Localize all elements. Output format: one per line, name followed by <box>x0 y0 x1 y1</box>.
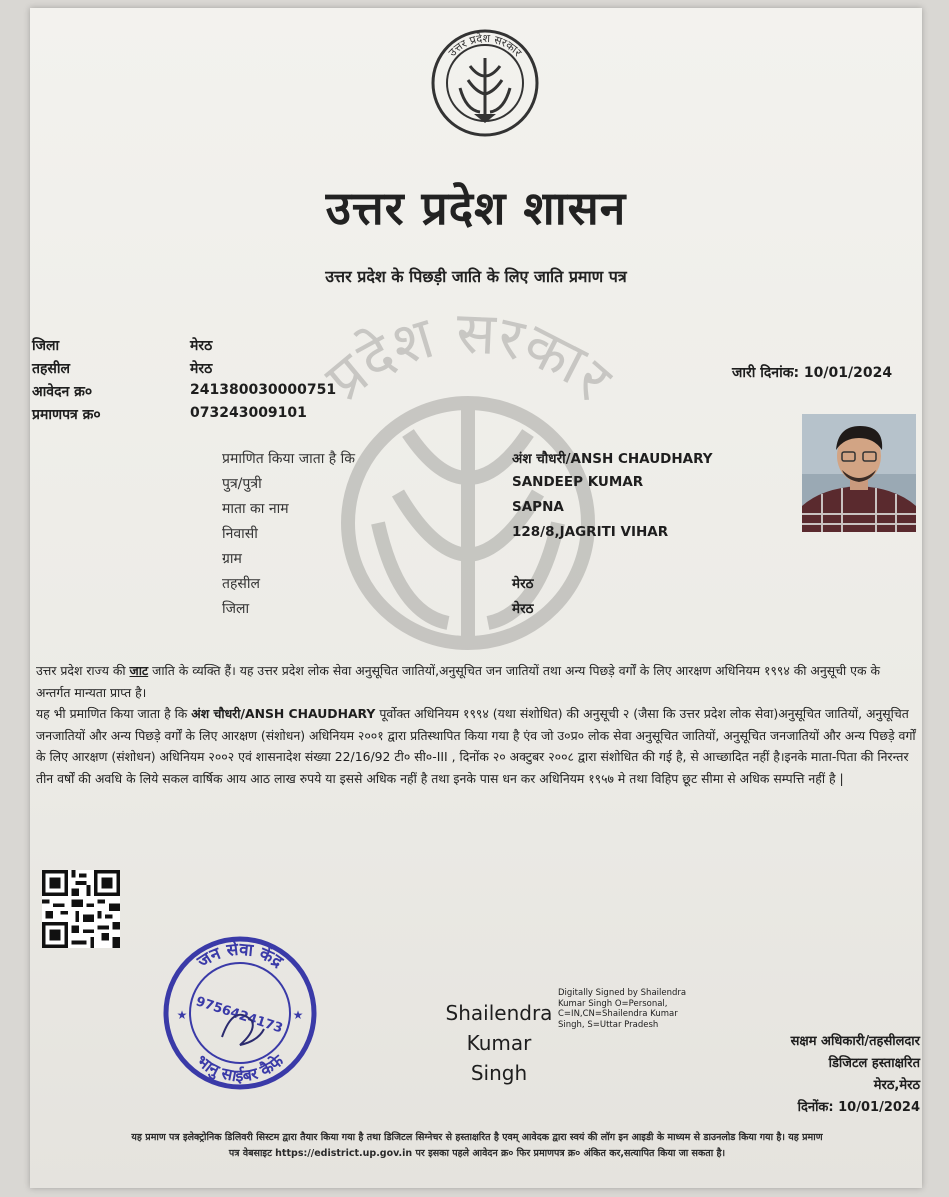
person-tehsil-label: तहसील <box>222 576 260 592</box>
village-label: ग्राम <box>222 551 242 567</box>
officer-digital-signed: डिजिटल हस्ताक्षरित <box>828 1056 920 1071</box>
officer-date: दिनोंक: 10/01/2024 <box>797 1100 920 1115</box>
csc-stamp-icon <box>160 933 320 1093</box>
officer-designation: सक्षम अधिकारी/तहसीलदार <box>790 1034 920 1049</box>
body-p1-start: उत्तर प्रदेश राज्य की <box>36 663 126 678</box>
parent-name: SANDEEP KUMAR <box>512 474 644 490</box>
caste-name: जाट <box>129 663 149 678</box>
svg-text:★: ★ <box>292 1008 304 1022</box>
digital-signature-meta: Digitally Signed by Shailendra Kumar Singh O=Personal, C=IN,CN=Shailendra Kumar Singh, S=Uttar Pradesh <box>558 988 687 1030</box>
parent-label: पुत्र/पुत्री <box>222 476 262 492</box>
body-paragraph-2 <box>36 703 918 789</box>
person-tehsil-value: मेरठ <box>512 576 534 592</box>
application-number: 241380030000751 <box>190 382 337 398</box>
stamp-phone: 9756424173 <box>193 994 285 1037</box>
district-label: जिला <box>32 338 60 354</box>
footer-line-2: पत्र वेबसाइट https://edistrict.up.gov.in पर इसका पहले आवेदन क्र० फिर प्रमाणपत्र क्र० अंकित कर,सत्यापित किया जा सकता है। <box>228 1148 726 1159</box>
certificate-page <box>30 8 922 1188</box>
mother-label: माता का नाम <box>222 501 289 517</box>
mother-name: SAPNA <box>512 499 564 515</box>
certificate-label: प्रमाणपत्र क्र० <box>32 407 101 423</box>
body-paragraph-1 <box>36 660 918 703</box>
svg-text:प्रदेश सरकार: प्रदेश सरकार <box>312 298 625 414</box>
certified-label: प्रमाणित किया जाता है कि <box>222 451 356 467</box>
person-district-label: जिला <box>222 601 250 617</box>
officer-block <box>730 1031 920 1119</box>
svg-text:★: ★ <box>176 1008 188 1022</box>
footer-line-1: यह प्रमाण पत्र इलेक्ट्रोनिक डिलिवरी सिस्टम द्वारा तैयार किया गया है तथा डिजिटल सिग्नेचर से हस्ताक्षरित है एवम् आवेदक द्वारा स्वयं की लॉग इन आइडी के माध्यम से डाउनलोड किया गया है। यह प्रमाण <box>131 1132 823 1143</box>
stamp-bottom-text: भानु साईबर कैफे <box>192 1050 288 1086</box>
stamp-top-text: जन सेवा केंद्र <box>193 939 287 973</box>
issue-date: जारी दिनांक: 10/01/2024 <box>732 365 893 381</box>
body-p2-rest: पूर्वोक्त अधिनियम १९९४ (यथा संशोधित) की अनुसूची २ (जैसा कि उत्तर प्रदेश लोक सेवा)अनुसूचित जातियों, अनुसूचित जनजातियों और अन्य पिछड़े वर्गों के लिए आरक्षण (संशोधन) अधिनियम २००१ द्वारा प्रतिस्थापित किया गया है एंव जो उ०प्र० लोक सेवा अनुसूचित जातियों, अनुसूचित जनजातियों और अन्य पिछड़े वर्गों के लिए आरक्षण (संशोधन) अधिनियम २००२ एवं शासनादेश संख्या 22/16/92 टी० सी०-III , दिनोंक २० अक्टुबर २००८ द्वारा संशोधित की गई है, से आच्छादित नहीं है।इनके माता-पिता की निरन्तर तीन वर्षों की अवधि के लिये सकल वार्षिक आय आठ लाख रुपये या इससे अधिक नहीं है तथा इनके पास धन कर अधिनियम १९५७ मे तथा विहिप छूट सीमा से अधिक सम्पत्ति नहीं है | <box>36 706 916 786</box>
officer-location: मेरठ,मेरठ <box>873 1078 920 1093</box>
district-value: मेरठ <box>190 338 213 354</box>
up-government-emblem-icon <box>430 28 540 138</box>
tehsil-value: मेरठ <box>190 361 213 377</box>
tehsil-label: तहसील <box>32 361 70 377</box>
body-p2-name: अंश चौधरी/ANSH CHAUDHARY <box>191 706 376 721</box>
body-p2-start: यह भी प्रमाणित किया जाता है कि <box>36 706 188 721</box>
certificate-number: 073243009101 <box>190 405 307 421</box>
signatory-name <box>442 998 556 1088</box>
signatory-middle-name: Kumar <box>466 1031 532 1055</box>
qr-code-icon[interactable] <box>42 870 120 948</box>
emblem-text: उत्तर प्रदेश सरकार <box>445 31 525 60</box>
page-title: उत्तर प्रदेश शासन <box>325 181 627 235</box>
applicant-photo <box>802 414 916 532</box>
body-p1-rest: जाति के व्यक्ति हैं। यह उत्तर प्रदेश लोक सेवा अनुसूचित जातियों,अनुसूचित जन जातियों तथा अन्य पिछड़े वर्गों के लिए आरक्षण अधिनियम १९९४ की अनुसूची एक के अन्तर्गत मान्यता प्राप्त है। <box>36 663 880 700</box>
resident-address: 128/8,JAGRITI VIHAR <box>512 524 669 540</box>
person-district-value: मेरठ <box>512 601 534 617</box>
resident-label: निवासी <box>222 526 258 542</box>
signatory-first-name: Shailendra <box>445 1001 553 1025</box>
certified-name: अंश चौधरी/ANSH CHAUDHARY <box>512 451 713 467</box>
certificate-body <box>36 660 918 789</box>
application-label: आवेदन क्र० <box>32 384 93 400</box>
signatory-last-name: Singh <box>470 1061 528 1085</box>
svg-text:जन सेवा केंद्र <box>193 939 287 973</box>
certificate-subtitle: उत्तर प्रदेश के पिछड़ी जाति के लिए जाति प्रमाण पत्र <box>325 267 627 286</box>
footer-note <box>40 1130 914 1162</box>
